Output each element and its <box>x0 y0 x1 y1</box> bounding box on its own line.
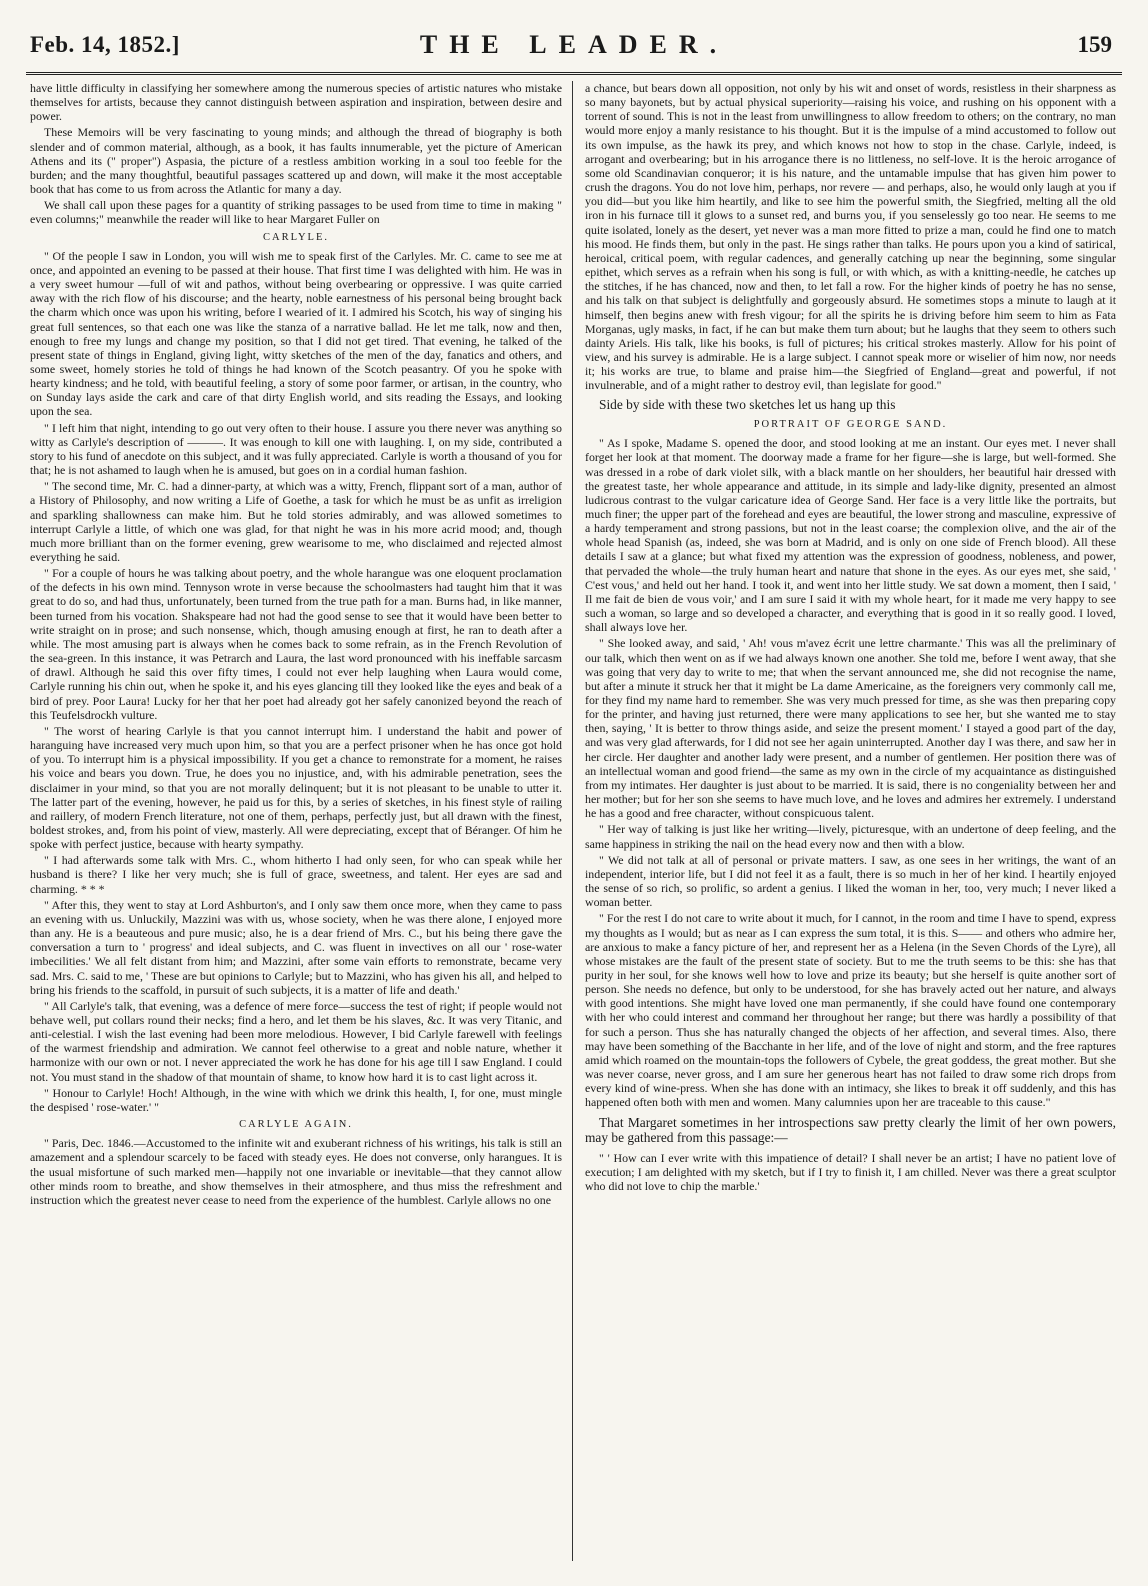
issue-date: Feb. 14, 1852.] <box>30 32 180 57</box>
paragraph: We shall call upon these pages for a quantity of striking passages to be used from time to time in making " even columns;" meanwhile the reader will like to hear Margaret Fuller on <box>30 198 562 227</box>
paragraph: " She looked away, and said, ' Ah! vous m'avez écrit une lettre charmante.' This was all the preliminary of our talk, which then went on as if we had always known one another. She told me, before I went away, that she was going that very day to write to me; that when the servant announced me, she did not recognise the name, but after a minute it struck her that it might be La dame Americaine, as the foreigners very commonly call me, for they find my name hard to remember. She was very much pressed for time, as she was then preparing copy for the printer, and having just returned, there were many applications to see her, but she wanted me to stay then, saying, ' It is better to throw things aside, and seize the present moment.' I stayed a good part of the day, and was very glad afterwards, for I did not see her again uninterrupted. Another day I was there, and saw her in her circle. Her daughter and another lady were present, and a number of gentlemen. Her position there was of an intellectual woman and good friend—the same as my own in the circle of my acquaintance as distinguished from my intimates. Her daughter is just about to be married. It is said, there is no congeniality between her and her mother; but for her son she seems to have much love, and he loves and admires her extremely. I understand he has a good and free character, without conspicuous talent. <box>585 636 1116 821</box>
paragraph: have little difficulty in classifying her somewhere among the numerous species of artistic natures who mistake themselves for artists, because they cannot distinguish between aspiration and inspiration, between desire and power. <box>30 81 562 124</box>
section-heading-george-sand: PORTRAIT OF GEORGE SAND. <box>753 419 948 431</box>
paragraph: " Honour to Carlyle! Hoch! Although, in the wine with which we drink this health, I, for one, must mingle the despised ' rose-water.' " <box>30 1085 562 1114</box>
paragraph: " I had afterwards some talk with Mrs. C., whom hitherto I had only seen, for who can speak while her husband is there? I like her very much; she is full of grace, sweetness, and talent. Her eyes are sad and charming. * * * <box>30 853 562 896</box>
paragraph: " ' How can I ever write with this impatience of detail? I shall never be an artist; I have no patient love of execution; I am delighted with my sketch, but if I try to finish it, I am chilled. Never was there a great sculptor who did not love to chip the marble.' <box>585 1150 1116 1194</box>
paragraph: " All Carlyle's talk, that evening, was a defence of mere force—success the test of right; if people would not behave well, put collars round their necks; find a hero, and let them be his slaves, &c. It was very Titanic, and anti-celestial. I wish the last evening had been more melodious. However, I bid Carlyle farewell with feelings of the warmest friendship and admiration. We cannot feel otherwise to a great and noble nature, whether it harmonize with our own or not. I never appreciated the work he has done for his age till I saw England. I could not. You must stand in the shadow of that mountain of shame, to know how hard it is to cast light across it. <box>30 998 562 1084</box>
paragraph: " For the rest I do not care to write about it much, for I cannot, in the room and time I have to spend, express my thoughts as I would; but as near as I can express the sum total, it is this. S—— and others who admire her, are anxious to make a fancy picture of her, and represent her as a Helena (in the Seven Chords of the Lyre), all whose mistakes are the fault of the present state of society. But to me the truth seems to be this: she has that purity in her soul, for she knows well how to love and prize its beauty; but she herself is quite another sort of person. She needs no defence, but only to be understood, for she has bravely acted out her nature, and always with good intentions. She might have loved one man permanently, if she could have found one contemporary with her who could interest and command her throughout her range; but there was hardly a possibility of that for such a person. Thus she has naturally changed the objects of her affection, and several times. Also, there may have been something of the Bacchante in her life, and of the love of night and storm, and the free raptures amid which roamed on the mountain-tops the followers of Cybele, the great goddess, the great mother. But she was never coarse, never gross, and I am sure her generous heart has not failed to draw some rich drops from every kind of wine-press. When she has done with an intimacy, she likes to break it off suddenly, and this has happened often both with men and women. Many calumnies upon her are traceable to this cause." <box>585 911 1116 1110</box>
left-column <box>22 81 573 1561</box>
paragraph: " The second time, Mr. C. had a dinner-party, at which was a witty, French, flippant sort of a man, author of a History of Philosophy, and now writing a Life of Goethe, a task for which he must be as unfit as irreligion and sparkling shallowness can make him. But he told stories admirably, and was allowed sometimes to interrupt Carlyle a little, of which one was glad, for that night he was in his more acrid mood; and, though much more brilliant than on the former evening, grew wearisome to me, who disclaimed and rejected almost everything he said. <box>30 479 562 564</box>
paragraph: " The worst of hearing Carlyle is that you cannot interrupt him. I understand the habit and power of haranguing have increased very much upon him, so that you are a perfect prisoner when he has once got hold of you. To interrupt him is a physical impossibility. If you get a chance to remonstrate for a moment, he raises his voice and bears you down. True, he does you no injustice, and, with his admirable penetration, sees the disclaimer in your mind, so that you are not morally delinquent; but it is not pleasant to be unable to utter it. The latter part of the evening, however, he paid us for this, by a series of sketches, in his finest style of railing and raillery, of modern French literature, not one of them, perhaps, perfectly just, but all drawn with the finest, boldest strokes, and, from his point of view, masterly. All were depreciating, except that of Béranger. Of him he spoke with perfect justice, because with hearty sympathy. <box>30 723 562 852</box>
section-heading-carlyle: CARLYLE. <box>263 231 329 243</box>
paragraph: " Her way of talking is just like her writing—lively, picturesque, with an undertone of deep feeling, and the same happiness in striking the nail on the head every now and then with a blow. <box>585 822 1116 851</box>
right-column <box>573 81 1124 1561</box>
paragraph: " Of the people I saw in London, you will wish me to speak first of the Carlyles. Mr. C. came to see me at once, and appointed an evening to be passed at their house. That first time I was delighted with him. He was in a very sweet humour —full of wit and pathos, without being overbearing or oppressive. I was quite carried away with the rich flow of his discourse; and the hearty, noble earnestness of his personal being brought back the charm which once was upon his writing, before I wearied of it. I admired his Scotch, his way of singing his great full sentences, so that each one was like the stanza of a narrative ballad. He let me talk, now and then, enough to free my lungs and change my position, so that I did not get tired. That evening, he talked of the present state of things in England, giving light, witty sketches of the men of the day, fanatics and others, and some sweet, homely stories he told of things he had known of the Scotch peasantry. Of you he spoke with hearty kindness; and he told, with beautiful feeling, a story of some poor farmer, or artisan, in the country, who on Sunday lays aside the cark and care of that dirty English world, and sits reading the Essays, and looking upon the sea. <box>30 248 562 419</box>
paragraph: " For a couple of hours he was talking about poetry, and the whole harangue was one eloquent proclamation of the defects in his own mind. Tennyson wrote in verse because the schoolmasters had taught him that it was great to do so, and had thus, unfortunately, been turned from the true path for a man. Burns had, in like manner, been turned from his vocation. Shakspeare had not had the good sense to see that it would have been better to write straight on in prose; and such nonsense, which, though amusing enough at first, he ran to death after a while. The most amusing part is always when he comes back to some refrain, as in the French Revolution of the sea-green. In this instance, it was Petrarch and Laura, the last word pronounced with his ineffable sarcasm of drawl. Although he said this over fifty times, I could not ever help laughing when Laura would come, Carlyle running his chin out, when he spoke it, and his eyes glancing till they looked like the eyes and beak of a bird of prey. Poor Laura! Lucky for her that her poet had already got her safely canonized beyond the reach of this Teufelsdrockh vulture. <box>30 566 562 722</box>
paragraph: " As I spoke, Madame S. opened the door, and stood looking at me an instant. Our eyes met. I never shall forget her look at that moment. The doorway made a frame for her figure—she is large, but well-formed. She was dressed in a robe of dark violet silk, with a black mantle on her shoulders, her beautiful hair dressed with the greatest taste, her whole appearance and attitude, in its simple and lady-like dignity, presented an almost ludicrous contrast to the vulgar caricature idea of George Sand. Her face is a very little like the portraits, but much finer; the upper part of the forehead and eyes are beautiful, the lower strong and masculine, expressive of a hardy temperament and strong passions, but not in the least coarse; the complexion olive, and the air of the whole head Spanish (as, indeed, she was born at Madrid, and is only on one side of French blood). All these details I saw at a glance; but what fixed my attention was the expression of goodness, nobleness, and power, that pervaded the whole—the truly human heart and nature that shone in the eyes. As our eyes met, she said, ' C'est vous,' and held out her hand. I took it, and went into her little study. We sat down a moment, then I said, ' Il me fait de bien de vous voir,' and I am sure I said it with my whole heart, for it made me very happy to see such a woman, so large and so developed a character, and everything that is good in it so really good. I loved, shall always love her. <box>585 436 1116 635</box>
lead-in: That Margaret sometimes in her introspections saw pretty clearly the limit of her own powers, may be gathered from this passage:— <box>585 1114 1116 1146</box>
page-number: 159 <box>1077 32 1112 57</box>
paragraph: These Memoirs will be very fascinating to young minds; and although the thread of biography is both slender and of common material, although, as a book, it has faults innumerable, yet the picture of American Athens and its (" proper") Aspasia, the picture of a restless ambition working in a soul too feeble for the burden; and the many thoughtful, beautiful passages scattered up and down, will make it the most acceptable book that has come to us from across the Atlantic for many a day. <box>30 125 562 197</box>
paragraph: " We did not talk at all of personal or private matters. I saw, as one sees in her writings, the want of an independent, interior life, but I did not feel it as a fault, there is so much in her of her kind. I heartily enjoyed the sense of so rich, so prolific, so ardent a genius. I liked the woman in her, too, very much; I never liked a woman better. <box>585 852 1116 910</box>
paragraph: " After this, they went to stay at Lord Ashburton's, and I only saw them once more, when they came to pass an evening with us. Unluckily, Mazzini was with us, whose society, when he was there alone, I enjoyed more than any. He is a beauteous and pure music; also, he is a dear friend of Mrs. C., but his being there gave the conversation a turn to ' progress' and ideal subjects, and C. was fluent in invectives on all our ' rose-water imbecilities.' We all felt distant from him; and Mazzini, after some vain efforts to remonstrate, became very sad. Mrs. C. said to me, ' These are but opinions to Carlyle; but to Mazzini, who has given his all, and helped to bring his friends to the scaffold, in pursuit of such subjects, it is a matter of life and death.' <box>30 897 562 997</box>
paragraph: " Paris, Dec. 1846.—Accustomed to the infinite wit and exuberant richness of his writings, his talk is still an amazement and a splendour scarcely to be faced with steady eyes. He does not converse, only harangues. It is the usual misfortune of such marked men—happily not one invariable or inevitable—that they cannot allow other minds room to breathe, and show themselves in their atmosphere, and thus miss the refreshment and instruction which the greatest never cease to need from the experience of the humblest. Carlyle allows no one <box>30 1136 562 1207</box>
paragraph: a chance, but bears down all opposition, not only by his wit and onset of words, resistless in their sharpness as so many bayonets, but by actual physical superiority—raising his voice, and rushing on his opponent with a torrent of sound. This is not in the least from unwillingness to allow freedom to others; on the contrary, no man would more enjoy a manly resistance to his thought. But it is the impulse of a mind accustomed to follow out its own impulse, as the hawk its prey, and which knows not how to stop in the chase. Carlyle, indeed, is arrogant and overbearing; but in his arrogance there is no littleness, no self-love. It is the heroic arrogance of some old Scandinavian conqueror; it is his nature, and the untamable impulse that has given him power to crush the dragons. You do not love him, perhaps, nor revere — and perhaps, also, he would only laugh at you if you did—but you like him heartily, and like to see him the powerful smith, the Siegfried, melting all the old iron in his furnace till it glows to a sunset red, and burns you, if you senselessly go too near. He seems to me quite isolated, lonely as the desert, yet never was a man more fitted to prize a man, could he find one to match his mood. He finds them, but only in the past. He sings rather than talks. He pours upon you a kind of satirical, heroical, critical poem, with regular cadences, and generally catching up near the beginning, some singular epithet, which serves as a refrain when his song is full, or with which, as with a knitting-needle, he catches up the stitches, if he has chanced, now and then, to let fall a row. For the higher kinds of poetry he has no sense, and his talk on that subject is delightfully and gorgeously absurd. He sometimes stops a minute to laugh at it himself, then begins anew with fresh vigour; for all the spirits he is driving before him seem to him as Fata Morganas, ugly masks, in fact, if he can but make them turn about; but he laughs that they seem to others such dainty Ariels. His talk, like his books, is full of pictures; his critical strokes masterly. Allow for his point of view, and his survey is admirable. He is a large subject. I cannot speak more or wiselier of him now, nor needs it; his works are true, to blame and praise him—the Siegfried of England—great and powerful, if not invulnerable, and of a might rather to destroy evil, than legislate for good." <box>585 81 1116 393</box>
lead-in: Side by side with these two sketches let us hang up this <box>599 397 896 413</box>
masthead <box>22 28 1126 72</box>
section-heading-carlyle-again: CARLYLE AGAIN. <box>239 1119 353 1131</box>
columns <box>22 81 1126 1561</box>
newspaper-title: THE LEADER. <box>419 30 729 59</box>
paragraph: " I left him that night, intending to go out very often to their house. I assure you there never was anything so witty as Carlyle's description of ———. It was enough to kill one with laughing. I, on my side, contributed a story to his fund of anecdote on this subject, and it was fully appreciated. Carlyle is worth a thousand of you for that; he is not ashamed to laugh when he is amused, but goes on in a cordial human fashion. <box>30 420 562 478</box>
header-rule <box>26 72 1122 75</box>
